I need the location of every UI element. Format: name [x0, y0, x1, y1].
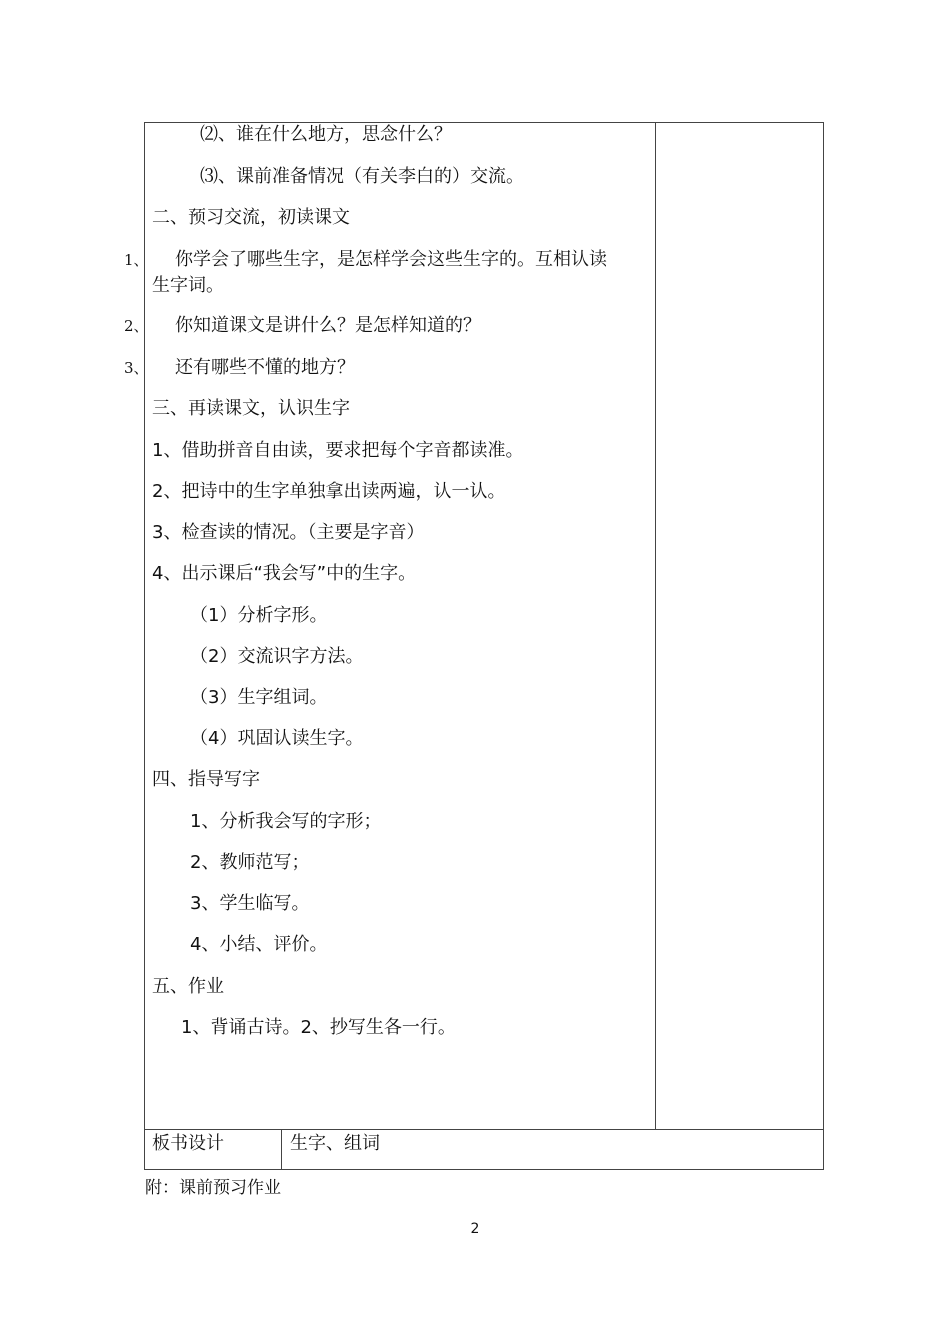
board-design-content: 生字、组词 [290, 1133, 380, 1154]
board-cell-divider [281, 1129, 282, 1170]
list-number: 3、 [124, 359, 149, 377]
text-line: （1）分析字形。 [190, 605, 328, 626]
text-line: 生字词。 [152, 275, 224, 296]
text-line: 4、小结、评价。 [190, 934, 328, 955]
section-heading: 四、指导写字 [152, 769, 260, 790]
text-line: 你学会了哪些生字，是怎样学会这些生字的。互相认读 [175, 249, 607, 270]
text-line: ⑵、谁在什么地方，思念什么？ [200, 124, 452, 145]
text-line: 1、借助拼音自由读，要求把每个字音都读准。 [152, 440, 524, 461]
text-line: 你知道课文是讲什么？是怎样知道的？ [175, 315, 481, 336]
text-line: 3、检查读的情况。（主要是字音） [152, 522, 425, 543]
text-line: ⑶、课前准备情况（有关李白的）交流。 [200, 166, 524, 187]
text-line: 2、教师范写； [190, 852, 310, 873]
text-line: 1、分析我会写的字形； [190, 811, 382, 832]
appendix-note: 附：课前预习作业 [145, 1178, 281, 1198]
section-heading: 五、作业 [152, 976, 224, 997]
text-line: 2、把诗中的生字单独拿出读两遍，认一认。 [152, 481, 506, 502]
list-number: 1、 [124, 251, 149, 269]
page-number: 2 [470, 1221, 480, 1237]
table-row-divider [144, 1129, 824, 1130]
text-line: （4）巩固认读生字。 [190, 728, 364, 749]
list-number: 2、 [124, 317, 149, 335]
text-line: 1、背诵古诗。2、抄写生各一行。 [181, 1017, 456, 1038]
text-line: （2）交流识字方法。 [190, 646, 364, 667]
section-heading: 三、再读课文，认识生字 [152, 398, 350, 419]
text-line: 4、出示课后“我会写”中的生字。 [152, 563, 417, 584]
section-heading: 二、预习交流，初读课文 [152, 207, 350, 228]
text-line: 3、学生临写。 [190, 893, 310, 914]
board-design-label: 板书设计 [152, 1133, 224, 1154]
table-column-divider [655, 122, 656, 1129]
text-line: 还有哪些不懂的地方？ [175, 357, 355, 378]
text-line: （3）生字组词。 [190, 687, 328, 708]
